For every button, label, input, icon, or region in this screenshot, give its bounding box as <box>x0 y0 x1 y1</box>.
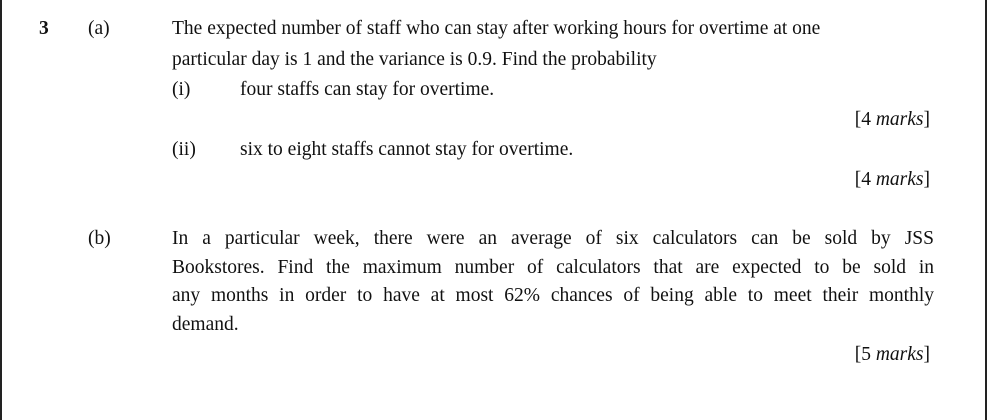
part-b-line-2: Bookstores. Find the maximum number of calculators that are expected to be sold in <box>172 256 934 278</box>
sub-i-marks <box>855 108 930 132</box>
marks-close: ] <box>923 169 930 190</box>
part-b-line-4: demand. <box>172 313 239 335</box>
marks-word: marks <box>875 109 924 130</box>
sub-ii-marks <box>855 168 930 192</box>
marks-word: marks <box>875 344 924 365</box>
part-a-stem-line-2: particular day is 1 and the variance is 0.9. Find the probability <box>172 49 657 70</box>
part-b-line-1: In a particular week, there were an average of six calculators can be sold by JSS <box>172 228 934 249</box>
sub-i-text: four staffs can stay for overtime. <box>240 79 495 100</box>
part-a-stem-line-1: The expected number of staff who can stay after working hours for overtime at one <box>172 18 821 39</box>
sub-i-label: (i) <box>172 79 191 100</box>
marks-close: ] <box>923 344 930 365</box>
question-number: 3 <box>39 18 49 39</box>
sub-ii-text: six to eight staffs cannot stay for overtime. <box>240 139 574 160</box>
marks-close: ] <box>923 109 930 130</box>
part-a-label: (a) <box>88 18 110 39</box>
marks-open: [4 <box>854 169 876 190</box>
sub-ii-label: (ii) <box>172 139 196 160</box>
marks-open: [4 <box>854 109 876 130</box>
part-b-marks <box>855 343 930 367</box>
marks-open: [5 <box>854 344 876 365</box>
part-b-paragraph <box>172 225 934 339</box>
marks-word: marks <box>875 169 924 190</box>
part-b-label: (b) <box>88 228 111 249</box>
part-b-line-3: any months in order to have at most 62% chances of being able to meet their monthly <box>172 285 934 306</box>
